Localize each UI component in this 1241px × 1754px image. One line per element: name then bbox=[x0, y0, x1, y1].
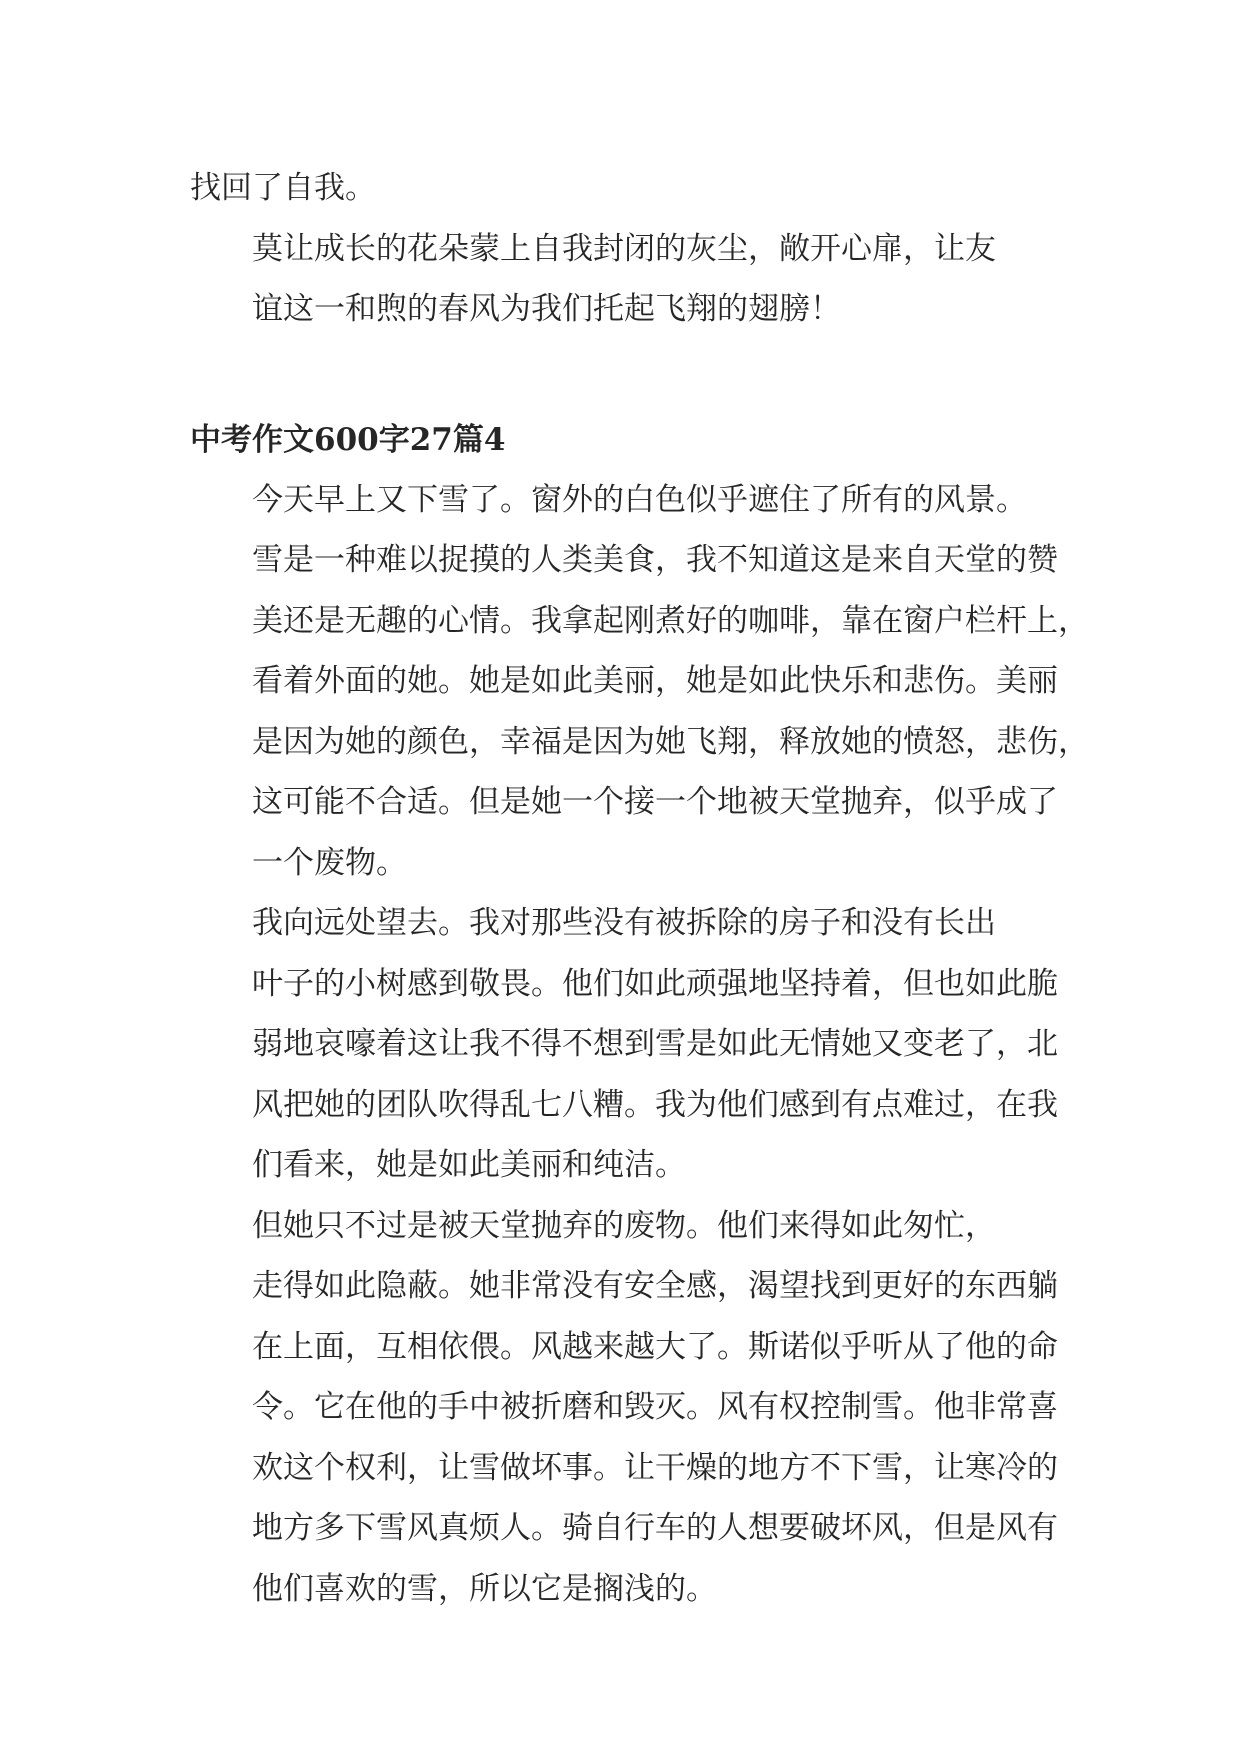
text-line: 我向远处望去。我对那些没有被拆除的房子和没有长出 bbox=[252, 905, 996, 941]
text-line: 找回了自我。 bbox=[190, 170, 376, 206]
text-line: 叶子的小树感到敬畏。他们如此顽强地坚持着，但也如此脆 bbox=[252, 965, 1058, 1002]
text-line: 风把她的团队吹得乱七八糟。我为他们感到有点难过，在我 bbox=[252, 1086, 1058, 1123]
text-line: 令。它在他的手中被折磨和毁灭。风有权控制雪。他非常喜 bbox=[252, 1389, 1058, 1425]
text-line: 在上面，互相依偎。风越来越大了。斯诺似乎听从了他的命 bbox=[252, 1328, 1058, 1365]
text-line: 谊这一和煦的春风为我们托起飞翔的翅膀！ bbox=[252, 291, 841, 327]
text-line: 欢这个权利，让雪做坏事。让干燥的地方不下雪，让寒冷的 bbox=[252, 1449, 1058, 1486]
text-line: 看着外面的她。她是如此美丽，她是如此快乐和悲伤。美丽 bbox=[252, 663, 1058, 699]
continuation-paragraph bbox=[190, 158, 1070, 219]
text-line: 地方多下雪风真烦人。骑自行车的人想要破坏风，但是风有 bbox=[252, 1510, 1058, 1546]
text-line: 是因为她的颜色，幸福是因为她飞翔，释放她的愤怒，悲伤， bbox=[252, 723, 1089, 760]
text-line: 他们喜欢的雪，所以它是搁浅的。 bbox=[252, 1570, 717, 1607]
section-heading: 中考作文600字27篇4 bbox=[190, 421, 506, 458]
text-line: 弱地哀嚎着这让我不得不想到雪是如此无情她又变老了，北 bbox=[252, 1026, 1058, 1062]
text-line: 雪是一种难以捉摸的人类美食，我不知道这是来自天堂的赞 bbox=[252, 542, 1058, 578]
text-line: 走得如此隐蔽。她非常没有安全感，渴望找到更好的东西躺 bbox=[252, 1268, 1058, 1304]
text-line: 但她只不过是被天堂抛弃的废物。他们来得如此匆忙， bbox=[252, 1207, 996, 1244]
text-line: 美还是无趣的心情。我拿起刚煮好的咖啡，靠在窗户栏杆上， bbox=[252, 602, 1089, 639]
text-line: 这可能不合适。但是她一个接一个地被天堂抛弃，似乎成了 bbox=[252, 784, 1058, 820]
body-paragraph-3 bbox=[190, 1196, 1070, 1620]
text-line: 一个废物。 bbox=[252, 844, 407, 881]
closing-paragraph bbox=[190, 219, 1070, 340]
text-line: 莫让成长的花朵蒙上自我封闭的灰尘，敞开心扉，让友 bbox=[252, 230, 996, 267]
body-paragraph-1 bbox=[190, 470, 1089, 894]
body-paragraph-2 bbox=[190, 893, 1070, 1196]
document-body bbox=[190, 158, 1089, 1619]
text-line: 们看来，她是如此美丽和纯洁。 bbox=[252, 1147, 686, 1183]
text-line: 今天早上又下雪了。窗外的白色似乎遮住了所有的风景。 bbox=[252, 481, 1027, 518]
